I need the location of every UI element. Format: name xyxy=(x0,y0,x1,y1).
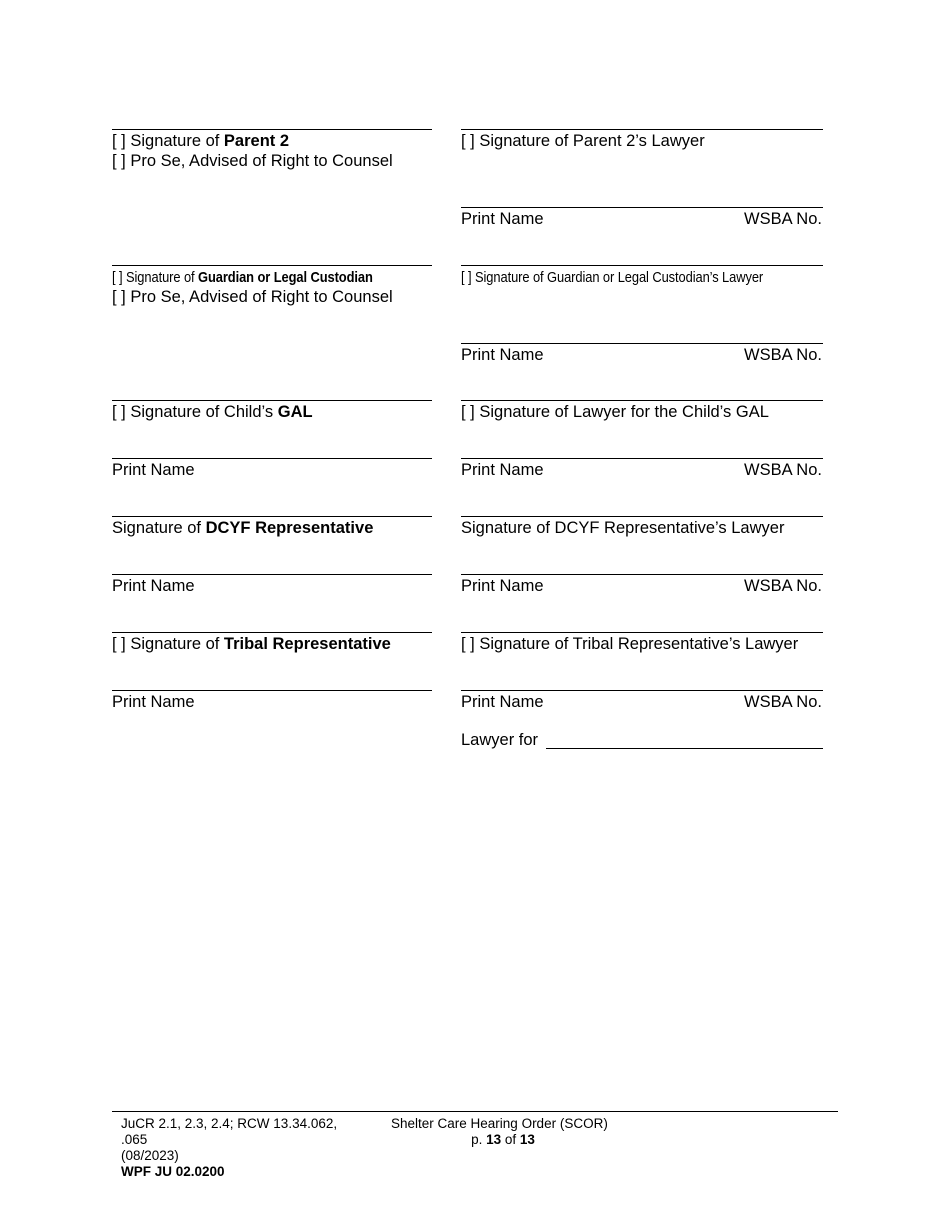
tribal-signature-line[interactable] xyxy=(112,632,432,633)
gal-lawyer-checkbox[interactable]: [ ] xyxy=(461,403,475,421)
dcyf-signature-label: Signature of DCYF Representative xyxy=(112,519,374,537)
gal-lawyer-signature-label: [ ] Signature of Lawyer for the Child’s GAL xyxy=(461,403,769,421)
footer-rule-citation-2: .065 xyxy=(121,1132,148,1147)
parent2-signature-label: [ ] Signature of Parent 2 xyxy=(112,132,290,150)
parent2-pro-se-option: [ ] Pro Se, Advised of Right to Counsel xyxy=(112,152,393,170)
gal-lawyer-wsba-label: WSBA No. xyxy=(744,461,822,479)
footer-form-id: WPF JU 02.0200 xyxy=(121,1164,225,1179)
gal-lawyer-print-name-line[interactable] xyxy=(461,458,823,459)
parent2-lawyer-signature-label: [ ] Signature of Parent 2’s Lawyer xyxy=(461,132,705,150)
tribal-lawyer-signature-line[interactable] xyxy=(461,632,823,633)
dcyf-lawyer-wsba-label: WSBA No. xyxy=(744,577,822,595)
parent2-lawyer-checkbox[interactable]: [ ] xyxy=(461,132,475,150)
tribal-lawyer-checkbox[interactable]: [ ] xyxy=(461,635,475,653)
footer-page-number: p. 13 of 13 xyxy=(471,1132,535,1147)
footer-rule-citation-1: JuCR 2.1, 2.3, 2.4; RCW 13.34.062, xyxy=(121,1116,338,1131)
parent2-lawyer-print-name-line[interactable] xyxy=(461,207,823,208)
guardian-signature-line[interactable] xyxy=(112,265,432,266)
guardian-lawyer-signature-label: [ ] Signature of Guardian or Legal Custodian’s Lawyer xyxy=(461,269,764,286)
tribal-lawyer-signature-label: [ ] Signature of Tribal Representative’s Lawyer xyxy=(461,635,799,653)
gal-print-name-line[interactable] xyxy=(112,458,432,459)
dcyf-lawyer-signature-line[interactable] xyxy=(461,516,823,517)
tribal-print-name-line[interactable] xyxy=(112,690,432,691)
tribal-lawyer-wsba-label: WSBA No. xyxy=(744,693,822,711)
parent2-pro-se-checkbox[interactable]: [ ] xyxy=(112,152,126,170)
gal-checkbox[interactable]: [ ] xyxy=(112,403,126,421)
guardian-lawyer-wsba-label: WSBA No. xyxy=(744,346,822,364)
tribal-lawyer-print-name-label: Print Name xyxy=(461,693,544,711)
parent2-lawyer-print-name-label: Print Name xyxy=(461,210,544,228)
guardian-signature-label: [ ] Signature of Guardian or Legal Custodian xyxy=(112,269,373,286)
guardian-lawyer-print-name-label: Print Name xyxy=(461,346,544,364)
guardian-checkbox[interactable]: [ ] xyxy=(112,269,123,286)
footer-divider xyxy=(112,1111,838,1112)
tribal-checkbox[interactable]: [ ] xyxy=(112,635,126,653)
guardian-lawyer-signature-line[interactable] xyxy=(461,265,823,266)
tribal-lawyer-print-name-line[interactable] xyxy=(461,690,823,691)
parent2-checkbox[interactable]: [ ] xyxy=(112,132,126,150)
dcyf-lawyer-print-name-label: Print Name xyxy=(461,577,544,595)
dcyf-signature-line[interactable] xyxy=(112,516,432,517)
tribal-print-name-label: Print Name xyxy=(112,693,195,711)
guardian-lawyer-checkbox[interactable]: [ ] xyxy=(461,269,472,286)
gal-signature-line[interactable] xyxy=(112,400,432,401)
tribal-signature-label: [ ] Signature of Tribal Representative xyxy=(112,635,391,653)
parent2-lawyer-signature-line[interactable] xyxy=(461,129,823,130)
guardian-lawyer-print-name-line[interactable] xyxy=(461,343,823,344)
gal-print-name-label: Print Name xyxy=(112,461,195,479)
lawyer-for-label: Lawyer for xyxy=(461,731,539,749)
gal-lawyer-print-name-label: Print Name xyxy=(461,461,544,479)
lawyer-for-line[interactable] xyxy=(546,748,823,749)
footer-date: (08/2023) xyxy=(121,1148,179,1163)
gal-lawyer-signature-line[interactable] xyxy=(461,400,823,401)
guardian-pro-se-checkbox[interactable]: [ ] xyxy=(112,288,126,306)
dcyf-print-name-label: Print Name xyxy=(112,577,195,595)
dcyf-print-name-line[interactable] xyxy=(112,574,432,575)
parent2-lawyer-wsba-label: WSBA No. xyxy=(744,210,822,228)
dcyf-lawyer-signature-label: Signature of DCYF Representative’s Lawyer xyxy=(461,519,785,537)
footer-form-title: Shelter Care Hearing Order (SCOR) xyxy=(391,1116,608,1131)
dcyf-lawyer-print-name-line[interactable] xyxy=(461,574,823,575)
guardian-pro-se-option: [ ] Pro Se, Advised of Right to Counsel xyxy=(112,288,393,306)
gal-signature-label: [ ] Signature of Child’s GAL xyxy=(112,403,313,421)
parent2-signature-line[interactable] xyxy=(112,129,432,130)
